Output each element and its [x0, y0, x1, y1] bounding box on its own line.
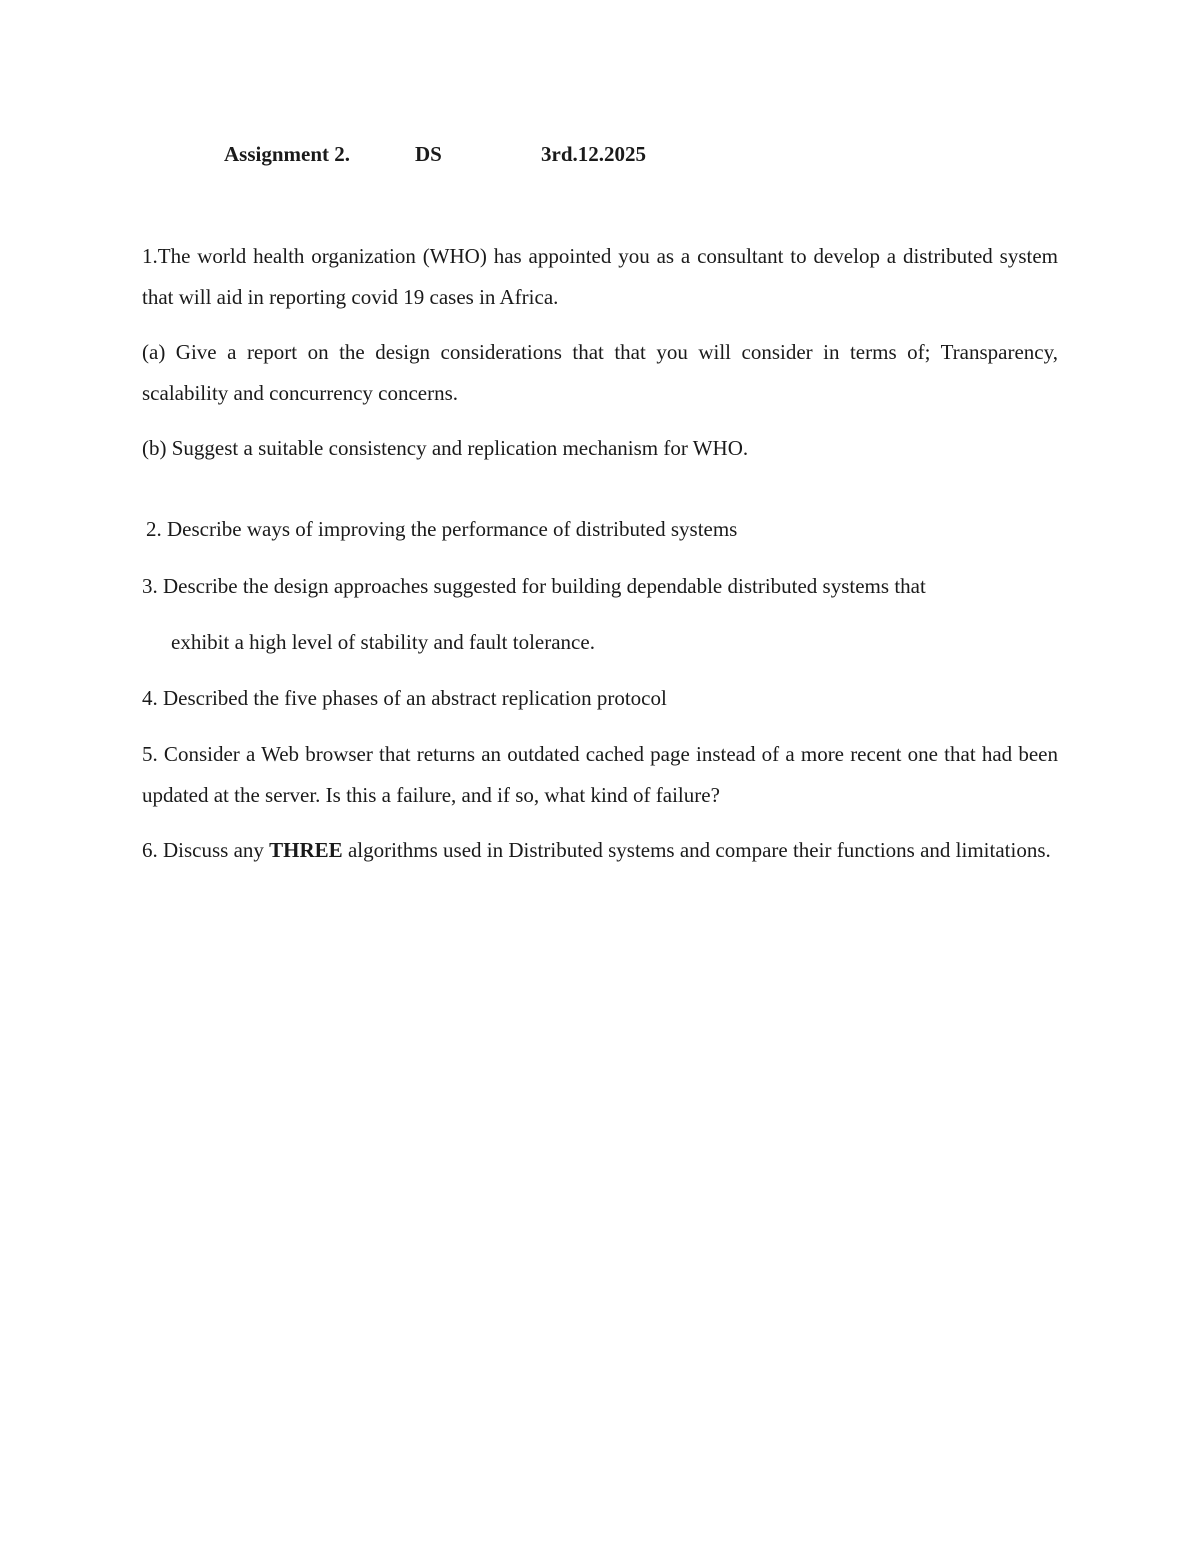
- question-list: [142, 236, 1058, 871]
- question-6: [142, 830, 1058, 871]
- assignment-date: 3rd.12.2025: [541, 142, 646, 166]
- question-1b: (b) Suggest a suitable consistency and replication mechanism for WHO.: [142, 436, 749, 460]
- question-5: 5. Consider a Web browser that returns an outdated cached page instead of a more recent one that had been updated at the server. Is this a failure, and if so, what kind of failure?: [142, 742, 1058, 807]
- question-2: 2. Describe ways of improving the performance of distributed systems: [146, 517, 738, 541]
- question-6-suffix: algorithms used in Distributed systems and compare their functions and limitations.: [342, 838, 1051, 862]
- assignment-title: Assignment 2.: [224, 142, 351, 166]
- course-code: DS: [415, 142, 442, 166]
- question-3-line-1: 3. Describe the design approaches suggested for building dependable distributed systems that: [142, 574, 926, 598]
- question-1: 1.The world health organization (WHO) has appointed you as a consultant to develop a distributed system that will aid in reporting covid 19 cases in Africa.: [142, 244, 1058, 309]
- question-1a: (a) Give a report on the design considerations that that you will consider in terms of; Transparency, scalability and concurrency concerns.: [142, 340, 1058, 405]
- question-3: [142, 566, 1058, 663]
- question-6-prefix: 6. Discuss any: [142, 838, 270, 862]
- question-3-line-2: exhibit a high level of stability and fault tolerance.: [171, 630, 595, 654]
- question-6-emphasis: THREE: [269, 838, 343, 862]
- question-4: 4. Described the five phases of an abstract replication protocol: [142, 686, 667, 710]
